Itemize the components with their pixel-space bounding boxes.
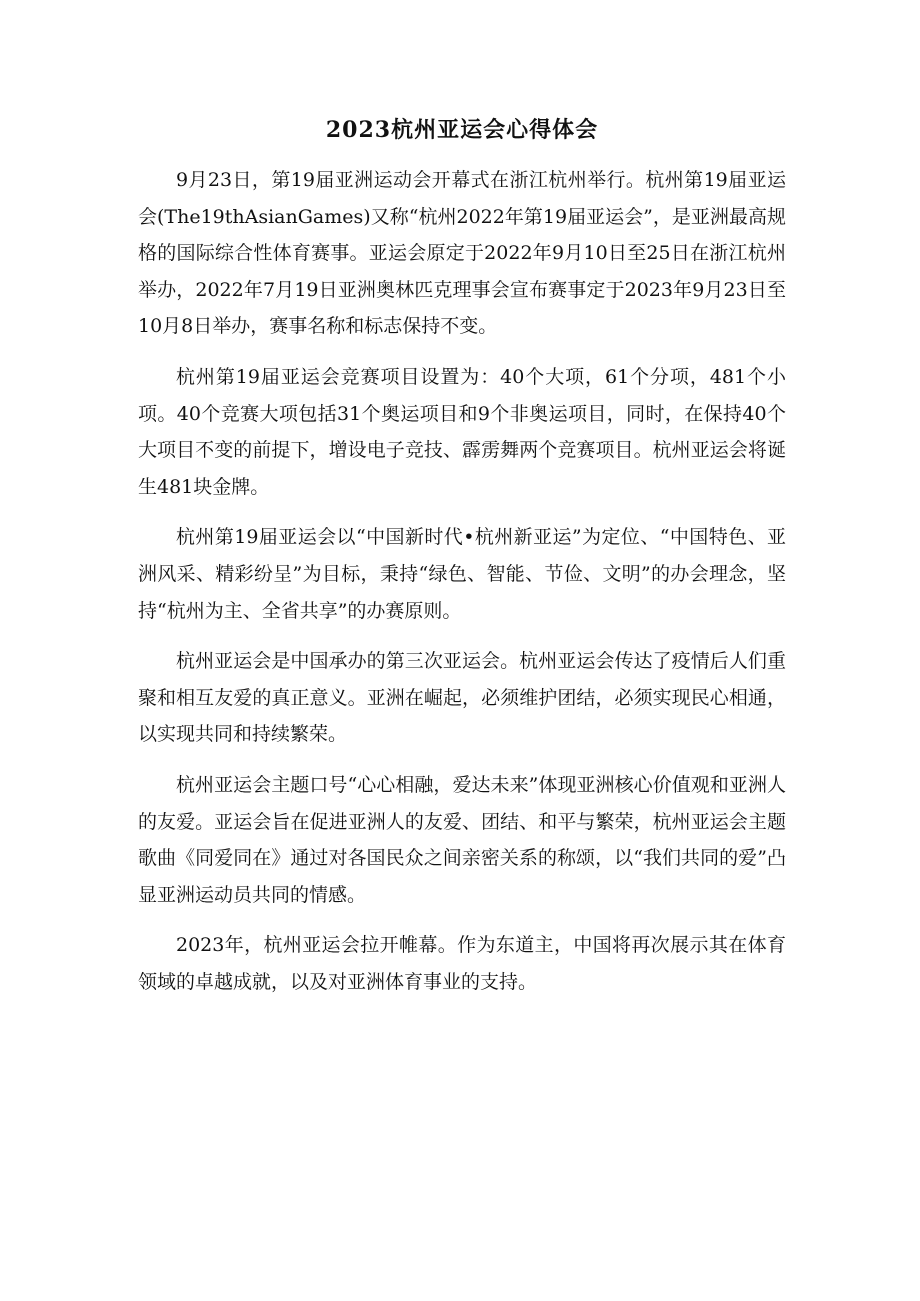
paragraph-slogan-theme-song: 杭州亚运会主题口号“心心相融，爱达未来”体现亚洲核心价值观和亚洲人的友爱。亚运会旨在促进亚洲人的友爱、团结、和平与繁荣，杭州亚运会主题歌曲《同爱同在》通过对各国民众之间亲密关系的称颂，以“我们共同的爱”凸显亚洲运动员共同的情感。 bbox=[138, 773, 786, 906]
paragraph-competition-events: 杭州第19届亚运会竞赛项目设置为：40个大项，61个分项，481个小项。40个竞赛大项包括31个奥运项目和9个非奥运项目，同时，在保持40个大项目不变的前提下，增设电子竞技、霹雳舞两个竞赛项目。杭州亚运会将诞生481块金牌。 bbox=[138, 365, 786, 498]
paragraph-significance: 杭州亚运会是中国承办的第三次亚运会。杭州亚运会传达了疫情后人们重聚和相互友爱的真正意义。亚洲在崛起，必须维护团结，必须实现民心相通，以实现共同和持续繁荣。 bbox=[138, 650, 786, 746]
paragraph-positioning-goals: 杭州第19届亚运会以“中国新时代•杭州新亚运”为定位、“中国特色、亚洲风采、精彩纷呈”为目标，秉持“绿色、智能、节俭、文明”的办会理念，坚持“杭州为主、全省共享”的办赛原则。 bbox=[138, 526, 786, 622]
paragraph-conclusion: 2023年，杭州亚运会拉开帷幕。作为东道主，中国将再次展示其在体育领域的卓越成就，以及对亚洲体育事业的支持。 bbox=[138, 934, 786, 993]
document-title: 2023杭州亚运会心得体会 bbox=[325, 117, 599, 143]
paragraph-opening-ceremony: 9月23日，第19届亚洲运动会开幕式在浙江杭州举行。杭州第19届亚运会(The19thAsianGames)又称“杭州2022年第19届亚运会”，是亚洲最高规格的国际综合性体育赛事。亚运会原定于2022年9月10日至25日在浙江杭州举办，2022年7月19日亚洲奥林匹克理事会宣布赛事定于2023年9月23日至10月8日举办，赛事名称和标志保持不变。 bbox=[138, 169, 786, 338]
document-body bbox=[138, 112, 786, 1014]
